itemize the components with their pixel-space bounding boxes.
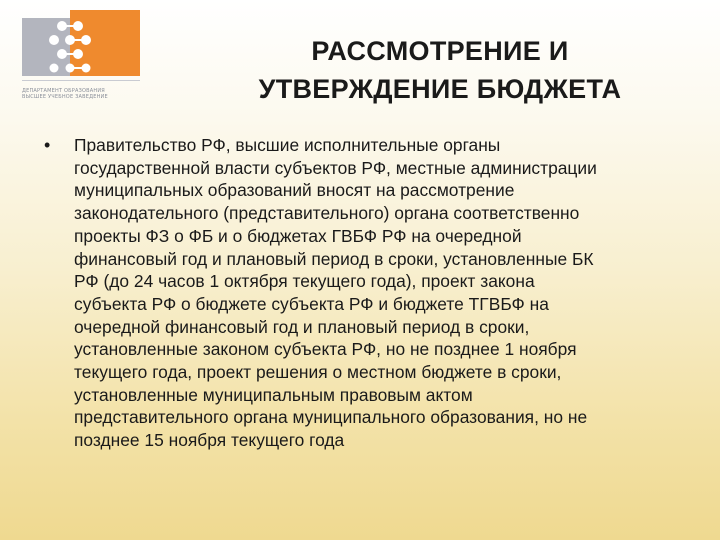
bullet-line: установленные законом субъекта РФ, но не позднее 1 ноября — [74, 339, 577, 360]
bullet-line: законодательного (представительного) органа соответственно — [74, 203, 580, 224]
bullet-line: Правительство РФ, высшие исполнительные органы — [74, 135, 501, 155]
bullet-text — [74, 134, 686, 452]
bullet-marker: • — [44, 135, 51, 155]
university-logo — [18, 10, 142, 100]
slide-title — [200, 32, 680, 108]
bullet-line: субъекта РФ о бюджете субъекта РФ и бюджете ТГВБФ на — [74, 293, 549, 314]
bullet-line: установленные муниципальным правовым актом — [74, 384, 473, 405]
bullet-line: РФ (до 24 часов 1 октября текущего года), проект закона — [74, 271, 535, 292]
bullet-line: текущего года, проект решения о местном бюджете в сроки, — [74, 362, 562, 383]
bullet-line: государственной власти субъектов РФ, местные администрации — [74, 157, 597, 178]
bullet-line: позднее 15 ноября текущего года — [74, 430, 345, 451]
bullet-line: представительного органа муниципального образования, но не — [74, 407, 588, 428]
bullet-line: финансовый год и плановый период в сроки, установленные БК — [74, 248, 594, 269]
slide-title-line-1: РАССМОТРЕНИЕ И — [311, 36, 569, 66]
bullet-line: муниципальных образований вносят на рассмотрение — [74, 180, 515, 201]
logo-caption-line-2: ВЫСШЕЕ УЧЕБНОЕ ЗАВЕДЕНИЕ — [22, 94, 108, 100]
university-logo-icon — [18, 10, 142, 90]
logo-caption — [22, 88, 142, 100]
bullet-line: проекты ФЗ о ФБ и о бюджетах ГВБФ РФ на очередной — [74, 225, 522, 246]
slide-title-line-2: УТВЕРЖДЕНИЕ БЮДЖЕТА — [258, 74, 622, 104]
bullet-line: очередной финансовый год и плановый период в сроки, — [74, 316, 530, 337]
logo-caption-line-1: ДЕПАРТАМЕНТ ОБРАЗОВАНИЯ — [22, 88, 105, 94]
